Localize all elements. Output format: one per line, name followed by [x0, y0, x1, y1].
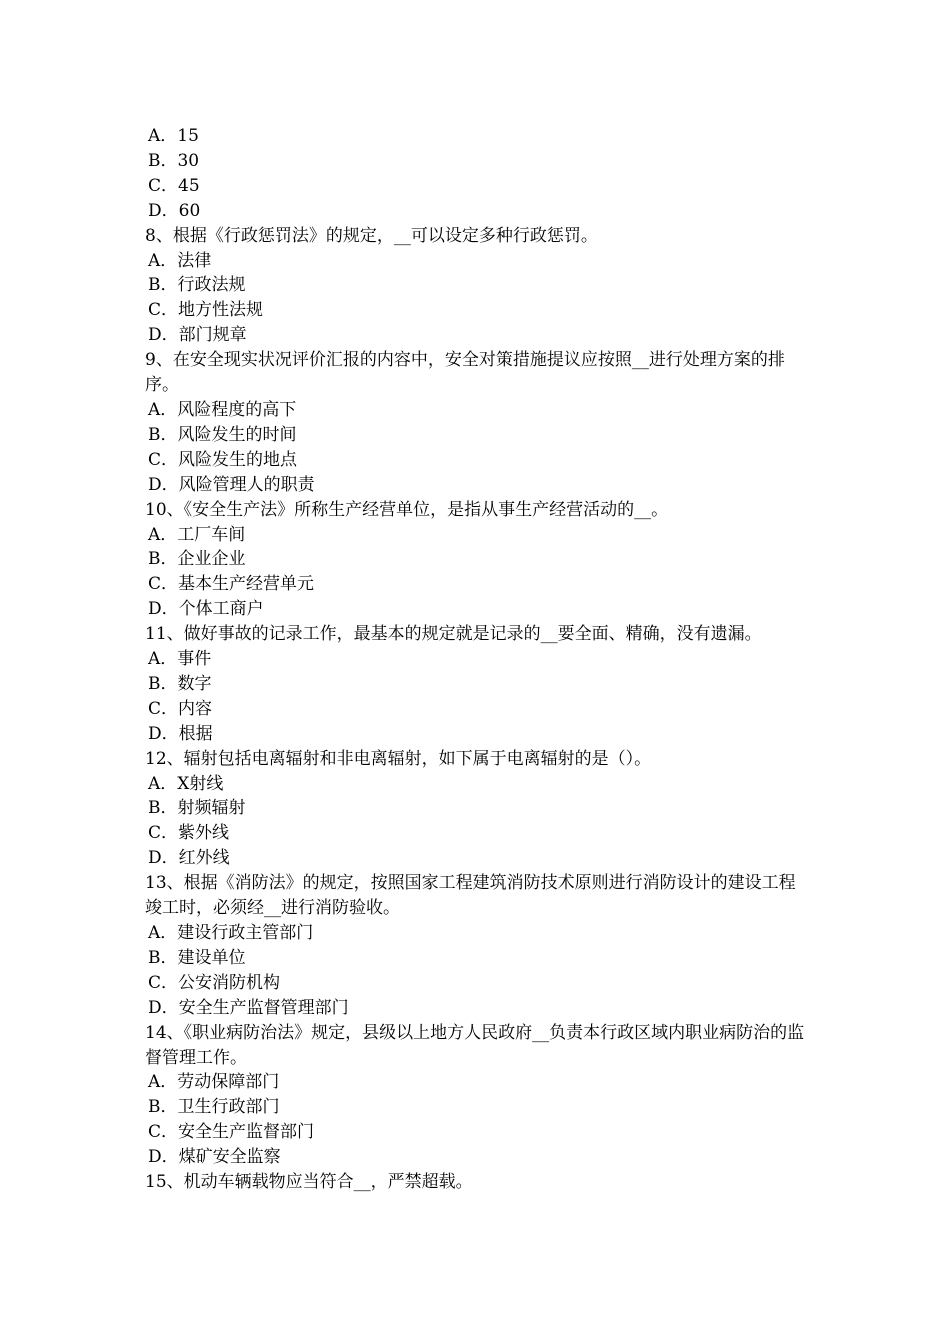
answer-option: D．安全生产监督管理部门	[148, 997, 349, 1018]
answer-option: B．行政法规	[148, 275, 246, 296]
answer-option: B．建设单位	[148, 947, 246, 968]
exam-content	[145, 124, 815, 1195]
answer-option: B．卫生行政部门	[148, 1097, 280, 1118]
question-text: 10、《安全生产法》所称生产经营单位，是指从事生产经营活动的__。	[145, 499, 669, 520]
question-text: 14、《职业病防治法》规定，县级以上地方人民政府__负责本行政区域内职业病防治的监督管理工作。	[145, 1022, 805, 1068]
answer-option: A．事件	[148, 649, 212, 670]
answer-option: B．射频辐射	[148, 798, 246, 819]
answer-option: D．部门规章	[148, 325, 247, 346]
answer-option: D．风险管理人的职责	[148, 474, 315, 495]
answer-option: A．风险程度的高下	[148, 399, 297, 420]
answer-option: A．工厂车间	[148, 524, 246, 545]
answer-option: A．建设行政主管部门	[148, 923, 314, 943]
answer-option: B．风险发生的时间	[148, 424, 297, 445]
answer-option: C．公安消防机构	[148, 972, 281, 993]
answer-option: D．根据	[148, 723, 213, 744]
question-text: 12、辐射包括电离辐射和非电离辐射，如下属于电离辐射的是（）。	[145, 748, 652, 769]
answer-option: C．45	[148, 175, 200, 196]
answer-option: B．30	[148, 150, 200, 171]
answer-option: C．地方性法规	[148, 300, 264, 321]
question-text: 15、机动车辆载物应当符合__，严禁超载。	[145, 1172, 473, 1193]
answer-option: B．数字	[148, 673, 212, 694]
question-text: 11、做好事故的记录工作，最基本的规定就是记录的__要全面、精确，没有遗漏。	[145, 624, 762, 645]
answer-option: C．紫外线	[148, 823, 230, 844]
answer-option: A．劳动保障部门	[148, 1072, 280, 1093]
answer-option: D．个体工商户	[148, 599, 264, 620]
answer-option: A．X射线	[148, 773, 224, 794]
question-text: 13、根据《消防法》的规定，按照国家工程建筑消防技术原则进行消防设计的建设工程竣工时，必须经__进行消防验收。	[145, 873, 796, 919]
question-text: 8、根据《行政惩罚法》的规定，__可以设定多种行政惩罚。	[145, 225, 598, 246]
answer-option: A．15	[148, 126, 199, 146]
answer-option: B．企业企业	[148, 549, 246, 570]
answer-option: A．法律	[148, 250, 212, 271]
answer-option: D．60	[148, 200, 201, 221]
answer-option: C．安全生产监督部门	[148, 1122, 315, 1143]
answer-option: C．风险发生的地点	[148, 449, 298, 470]
answer-option: C．内容	[148, 698, 213, 719]
question-text: 9、在安全现实状况评价汇报的内容中，安全对策措施提议应按照__进行处理方案的排序。	[145, 350, 785, 396]
answer-option: D．煤矿安全监察	[148, 1147, 281, 1168]
answer-option: C．基本生产经营单元	[148, 574, 315, 595]
answer-option: D．红外线	[148, 848, 230, 869]
